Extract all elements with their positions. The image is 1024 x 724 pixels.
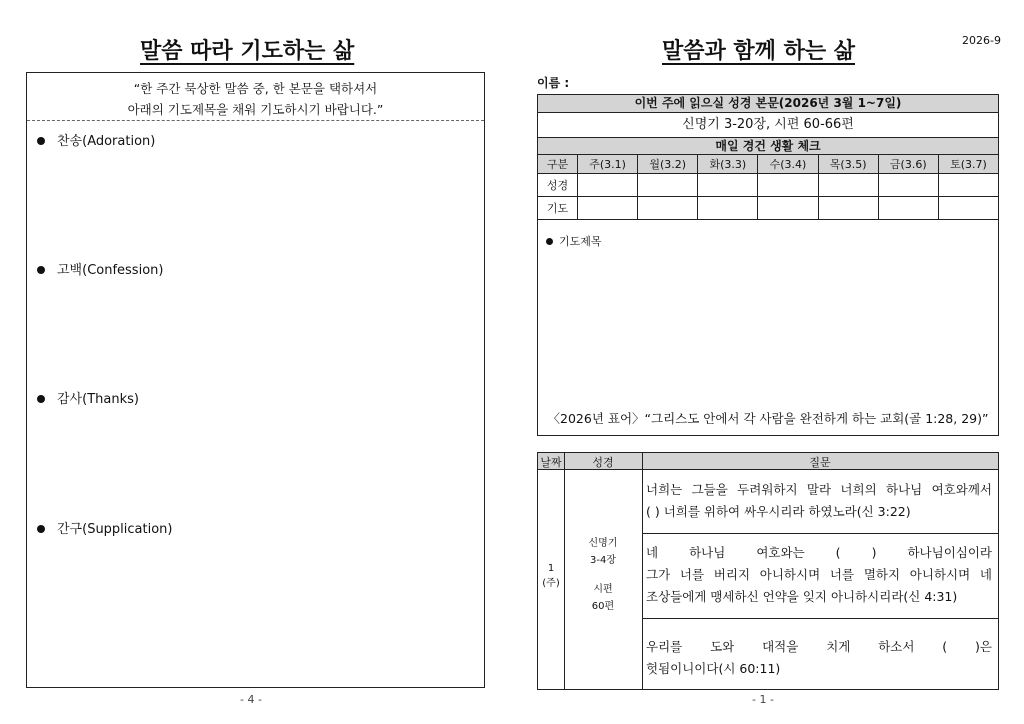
section-supplication <box>37 518 173 537</box>
scripture-ref: 시편 <box>593 584 613 595</box>
check-cell[interactable] <box>578 197 638 220</box>
check-cell[interactable] <box>638 197 698 220</box>
section-label: 감사(Thanks) <box>57 392 139 407</box>
daily-check-table <box>537 154 999 220</box>
scripture-cell <box>564 535 642 615</box>
weekly-reading-box <box>537 94 999 436</box>
question-table-header <box>538 453 998 470</box>
check-cell[interactable] <box>698 197 758 220</box>
right-page-number: - 1 - <box>752 693 774 706</box>
day-cell <box>538 561 564 591</box>
scripture-ref: 3-4장 <box>590 555 616 566</box>
header-scripture: 성경 <box>592 456 614 469</box>
check-cell[interactable] <box>698 174 758 197</box>
question-line: 헛됨이니이다(시 60:11) <box>646 661 781 676</box>
col-header: 목(3.5) <box>818 155 878 174</box>
scripture-ref: 신명기 <box>588 538 618 549</box>
reading-passage: 신명기 3-20장, 시편 60-66편 <box>538 113 998 138</box>
check-cell[interactable] <box>758 174 818 197</box>
header-date: 날짜 <box>540 456 562 469</box>
scripture-ref: 60편 <box>591 601 615 612</box>
section-confession <box>37 259 163 278</box>
question-line: 그가 너를 버리지 아니하시며 너를 멸하지 아니하시며 네 <box>646 567 992 582</box>
question-line: 너희는 그들을 두려워하지 말라 너희의 하나님 여호와께서 <box>646 482 992 497</box>
instruction-line-2: 아래의 기도제목을 채워 기도하시기 바랍니다.” <box>127 102 384 117</box>
question-table <box>537 452 999 690</box>
church-motto: 〈2026년 표어〉“그리스도 안에서 각 사람을 완전하게 하는 교회(골 1:28, 29)” <box>547 411 989 426</box>
document-code: 2026-9 <box>962 34 1001 47</box>
check-cell[interactable] <box>818 197 878 220</box>
question-line: 조상들에게 맹세하신 언약을 잊지 아니하시리라(신 4:31) <box>646 589 958 604</box>
prayer-worksheet-box <box>26 72 485 688</box>
check-row-bible <box>538 174 999 197</box>
dashed-divider <box>27 120 484 121</box>
right-page-title: 말씀과 함께 하는 삶 <box>662 39 855 64</box>
check-header: 매일 경건 생활 체크 <box>538 138 998 155</box>
name-label: 이름 : <box>537 76 570 90</box>
bullet-icon <box>37 266 45 274</box>
col-header: 구분 <box>538 155 578 174</box>
check-row-prayer <box>538 197 999 220</box>
check-cell[interactable] <box>578 174 638 197</box>
check-cell[interactable] <box>938 174 998 197</box>
check-cell[interactable] <box>878 197 938 220</box>
section-adoration <box>37 130 155 149</box>
prayer-topics <box>546 233 602 249</box>
question-line: 네 하나님 여호와는 ( ) 하나님이심이라 <box>646 545 992 560</box>
column-divider <box>642 453 643 689</box>
left-page-number: - 4 - <box>240 693 262 706</box>
row-label: 기도 <box>538 197 578 220</box>
col-header: 화(3.3) <box>698 155 758 174</box>
col-header: 금(3.6) <box>878 155 938 174</box>
bullet-icon <box>546 238 553 245</box>
prayer-topics-label: 기도제목 <box>559 235 602 248</box>
row-label: 성경 <box>538 174 578 197</box>
section-thanks <box>37 388 139 407</box>
question-2 <box>646 542 992 608</box>
row-divider <box>642 533 998 534</box>
bullet-icon <box>37 395 45 403</box>
instruction-quote <box>27 73 484 120</box>
section-label: 고백(Confession) <box>57 263 164 278</box>
row-divider <box>642 618 998 619</box>
col-header: 주(3.1) <box>578 155 638 174</box>
day-of-week: (주) <box>542 578 560 589</box>
section-label: 찬송(Adoration) <box>57 134 156 149</box>
check-cell[interactable] <box>818 174 878 197</box>
question-1 <box>646 479 992 523</box>
check-cell[interactable] <box>878 174 938 197</box>
col-header: 수(3.4) <box>758 155 818 174</box>
question-line: 우리를 도와 대적을 치게 하소서 ( )은 <box>646 639 992 654</box>
check-cell[interactable] <box>638 174 698 197</box>
col-header: 월(3.2) <box>638 155 698 174</box>
check-header-row <box>538 155 999 174</box>
header-question: 질문 <box>809 456 831 469</box>
check-cell[interactable] <box>758 197 818 220</box>
instruction-line-1: “한 주간 묵상한 말씀 중, 한 본문을 택하셔서 <box>133 81 378 96</box>
reading-header: 이번 주에 읽으실 성경 본문(2026년 3월 1~7일) <box>538 95 998 113</box>
question-line: ( ) 너희를 위하여 싸우시리라 하였노라(신 3:22) <box>646 504 911 519</box>
bullet-icon <box>37 137 45 145</box>
col-header: 토(3.7) <box>938 155 998 174</box>
check-cell[interactable] <box>938 197 998 220</box>
bullet-icon <box>37 525 45 533</box>
left-page-title: 말씀 따라 기도하는 삶 <box>140 39 355 64</box>
day-number: 1 <box>547 563 555 574</box>
question-3 <box>646 636 992 680</box>
section-label: 간구(Supplication) <box>57 522 173 537</box>
